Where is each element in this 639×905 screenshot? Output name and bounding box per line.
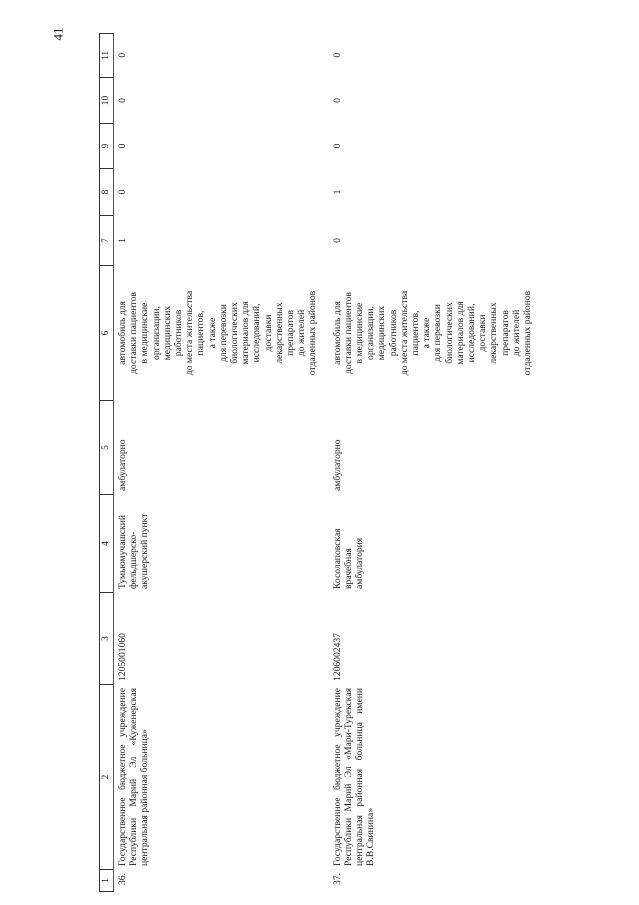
table-row (114, 34, 329, 892)
column-header: 9 (100, 124, 114, 169)
care-type: амбулаторно (331, 439, 343, 491)
value-col-10: 0 (117, 98, 128, 103)
column-header: 6 (100, 266, 114, 401)
care-type: амбулаторно (117, 439, 128, 491)
vehicle-purpose: автомобиль для доставки пациентов в медицинские организации, медицинских работников до места жительства пациентов, а также для перевозки биологических материалов для исследований, доставки лекарственных препаратов до жителей отдаленных районов (117, 290, 319, 376)
vehicle-purpose: автомобиль для доставки пациентов в медицинские организации, медицинских работников до места жительства пациентов, а также для перевозки биологических материалов для исследований, доставки лекарственных препаратов до жителей отдаленных районов (331, 290, 533, 376)
organization-name: Государственное бюджетное учреждение Республики Марий Эл «Мари-Турекская центральная районная больница имени В.В.Свинина» (331, 688, 377, 866)
column-header: 7 (100, 216, 114, 266)
organization-code: 1205001060 (117, 633, 128, 681)
medical-unit: Косолаповская врачебная амбулатория (331, 528, 365, 589)
row-number: 37. (331, 873, 343, 885)
column-header: 8 (100, 169, 114, 216)
medical-unit: Тумьюмучашский фельдшерско-акушерский пункт (117, 513, 151, 589)
value-col-11: 0 (117, 52, 128, 58)
column-header: 5 (100, 401, 114, 495)
value-col-10: 0 (331, 98, 343, 103)
column-header: 1 (100, 870, 114, 892)
row-number: 36. (117, 873, 128, 885)
page-number: 41 (50, 27, 66, 41)
column-header: 4 (100, 495, 114, 593)
table-header-row (100, 34, 114, 892)
value-col-8: 1 (331, 189, 343, 195)
value-col-11: 0 (331, 52, 343, 58)
organization-code: 1206002437 (331, 633, 343, 681)
rotated-table-container (99, 34, 539, 892)
value-col-8: 0 (117, 189, 128, 195)
table-row (329, 34, 544, 892)
data-table (99, 33, 544, 892)
column-header: 3 (100, 593, 114, 685)
value-col-9: 0 (117, 143, 128, 149)
value-col-7: 1 (117, 238, 128, 243)
column-header: 10 (100, 78, 114, 124)
table-left-border (113, 33, 114, 891)
value-col-9: 0 (331, 143, 343, 149)
column-header: 2 (100, 685, 114, 870)
organization-name: Государственное бюджетное учреждение Республики Марий Эл «Куженерская центральная районная больница» (117, 688, 151, 866)
value-col-7: 0 (331, 238, 343, 243)
column-header: 11 (100, 34, 114, 78)
